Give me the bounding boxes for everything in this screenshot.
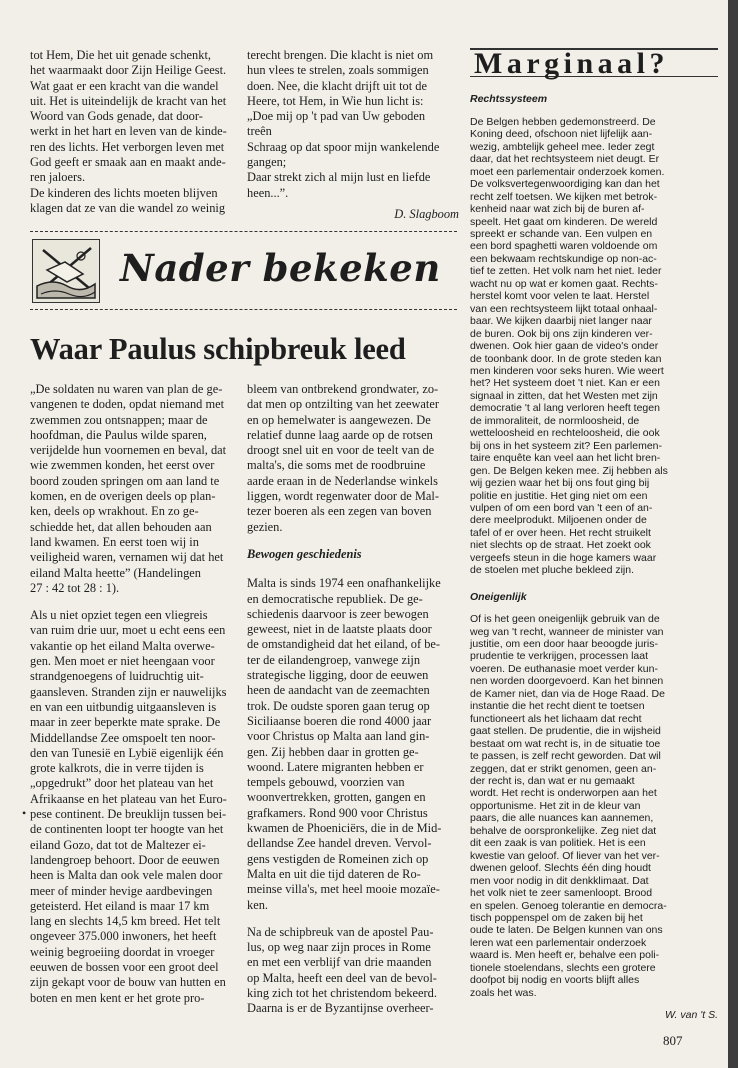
- article-right-column: [247, 382, 459, 1017]
- sidebar-heading: Rechtssysteem: [470, 93, 548, 106]
- page-number: 807: [663, 1033, 683, 1048]
- sidebar-heading: Oneigenlijk: [470, 590, 527, 603]
- sidebar-title: Marginaal?: [474, 47, 669, 80]
- banner-title: Nader bekeken: [120, 246, 441, 290]
- top-left-text: tot Hem, Die het uit genade schenkt, het waarmaakt door Zijn Heilige Geest. Wat gaat er een kracht van die wandel uit. Het is uiteindelijk de kracht van het Woord van Gods genade, dat door- werkt in het hart en leven van de kinde- ren des lichts. Het verborgen leven met God geeft er smaak aan en maakt ande- ren jaloers. De kinderen des lichts moeten blijven klagen dat ze van die wandel zo weinig: [30, 48, 227, 215]
- article-paragraph: Als u niet opziet tegen een vliegreis van ruim drie uur, moet u echt eens een vakantie op het eiland Malta overwe- gen. Men moet er niet heengaan voor strandgenoegens of luidruchtig uit- gaansleven. Stranden zijn er nauwelijks en van een uitbundig uitgaansleven is maar in zeer beperkte mate sprake. De Middellandse Zee omspoelt ten noor- den van Tunesië en Lybië eigenlijk één grote kalkrots, die in verre tijden is „opgedrukt” door het plateau van het Afrikaanse en het plateau van het Euro- pese continent. De breuklijn tussen bei- de continenten loopt ter hoogte van het eiland Gozo, dat tot de Maltezer ei- landengroep behoort. Door de eeuwen heen is Malta dan ook vele malen door meer of minder hevige aardbevingen geteisterd. Het eiland is maar 17 km lang en slechts 14,5 km breed. Het telt ongeveer 375.000 inwoners, het heeft weinig begroeiing doordat in vroeger eeuwen de bossen voor een groot deel zijn gekapt voor de bouw van hutten en boten en men kent er het grote pro-: [30, 608, 227, 1005]
- article-paragraph: „De soldaten nu waren van plan de ge- vangenen te doden, opdat niemand met zwemmen zou ontsnappen; maar de hoofdman, die Paulus wilde sparen, verijdelde hun voornemen en beval, dat wie zwemmen konden, het eerst over boord zouden springen om aan land te komen, en de overigen deels op plan- ken, deels op wrakhout. En zo ge- schiedde het, dat allen behouden aan land kwamen. En eerst toen wij in veiligheid waren, vernamen wij dat het eiland Malta heette” (Handelingen 27 : 42 tot 28 : 1).: [30, 382, 227, 595]
- article-paragraph: Na de schipbreuk van de apostel Pau- lus, op weg naar zijn proces in Rome en met een verblijf van drie maanden op Malta, heeft een deel van de bevol- king zich tot het christendom bekeerd. Daarna is er de Byzantijnse overheer-: [247, 924, 437, 1016]
- top-left-column: [30, 48, 240, 216]
- ship-illustration-icon: [33, 240, 99, 302]
- page-edge-shadow: [728, 0, 738, 1068]
- article-paragraph: Malta is sinds 1974 een onafhankelijke en democratische republiek. De ge- schiedenis daarvoor is zeer bewogen geweest, niet in de laatste plaats door de omstandigheid dat het eiland, of be- ter de eilandengroep, vanwege zijn strategische ligging, door de eeuwen heen de aandacht van de zeemachten trok. De oudste sporen gaan terug op Siciliaanse boeren die rond 4000 jaar voor Christus op Malta aan land gin- gen. Zij hebben daar in grotten ge- woond. Latere migranten hebben er tempels gebouwd, voorzien van woonvertrekken, grotten, gangen en grafkamers. Rond 900 voor Christus kwamen de Phoeniciërs, die in de Mid- dellandse Zee handel dreven. Vervol- gens vestigden de Romeinen zich op Malta en uit die tijd dateren de Ro- meinse villa's, met heel mooie mozaïe- ken.: [247, 576, 442, 912]
- sidebar-signature: W. van 't S.: [665, 1009, 718, 1022]
- top-right-column: [247, 48, 459, 222]
- sidebar-text: De Belgen hebben gedemonstreerd. De Koning deed, ofschoon niet lijfelijk aan- wezig, ambtelijk geheel mee. Ieder zegt daar, dat het rechtsysteem niet deugt. Er moet een parlementair onderzoek komen. De volksvertegenwoordiging kan dan het recht zelf toetsen. We kijken met betrok- kenheid naar wat zich bij de buren af- speelt. Het gaat om kinderen. De wereld spreekt er schande van. Een vulpen en een bord spaghetti waren voldoende om een bekwaam rechtskundige op non-ac- tief te zetten. Het volk nam het niet. Ieder wacht nu op wat er komen gaat. Rechts- herstel komt voor velen te laat. Herstel van een rechtsysteem lijkt totaal onhaal- baar. We kijken daarbij niet langer naar de buren. Ook bij ons zijn kinderen ver- dwenen. Ook hier gaan de video's onder de toonbank door. In de grote steden kan men kinderen voor seks huren. Wie weert het? Het systeem doet 't niet. Kan er een signaal in zitten, dat het Westen met zijn democratie 't al lang verloren heeft tegen de immoraliteit, de normloosheid, de wetteloosheid en rechteloosheid, die ook bij ons in het systeem zit? Een parlemen- taire enquête kan veel aan het licht bren- gen. De Belgen keken mee. Zij hebben als wij gezien waar het bij ons fout ging bij politie en justitie. Het ging niet om een vulpen of om een bord van 't een of an- dere meelprodukt. Miljoenen onder de tafel of er over heen. Het recht struikelt niet slechts op de straat. Het zoekt ook vergeefs steun in die hoge kamers waar de stoelen met pluche bekleed zijn.: [470, 115, 668, 577]
- sidebar-marginaal: [470, 48, 718, 1022]
- article-left-column: [30, 382, 240, 1006]
- top-right-text: terecht brengen. Die klacht is niet om hun vlees te strelen, zoals sommigen doen. Nee, die klacht drijft uit tot de Heere, tot Hem, in Wie hun licht is: „Doe mij op 't pad van Uw geboden treên Schraag op dat spoor mijn wankelende gangen; Daar strekt zich al mijn lust en liefde heen...”.: [247, 48, 440, 200]
- article-headline: Waar Paulus schipbreuk leed: [30, 332, 406, 366]
- banner-logo: [32, 239, 100, 303]
- top-signature: D. Slagboom: [394, 206, 459, 221]
- article-paragraph: bleem van ontbrekend grondwater, zo- dat men op ontzilting van het zeewater en op hemelwater is aangewezen. De relatief dunne laag aarde op de rotsen droogt snel uit en voor de teelt van de malta's, die soms met de roodbruine aarde eraan in de Nederlandse winkels liggen, wordt regenwater door de Mal- tezer boeren als een zegen van boven gezien.: [247, 382, 439, 534]
- banner-rule-top: [30, 231, 457, 232]
- sidebar-text: Of is het geen oneigenlijk gebruik van de weg van 't recht, wanneer de minister van justitie, om een door haar beoogde juris- prudentie te verkrijgen, processen laat voeren. De euthanasie moet verder kun- nen worden doorgevoerd. Kan het binnen de Kamer niet, dan via de Hoge Raad. De instantie die het recht dient te toetsen functioneert als het lichaam dat recht gaat stellen. De prudentie, die in wijsheid bestaat om wat recht is, in de situatie toe te passen, is zelf recht geworden. Dat wil zeggen, dat er strikt genomen, geen an- der recht is, dan wat er nu gemaakt wordt. Het recht is onderworpen aan het opportunisme. Het zit in de kleur van paars, die alle nuances kan aannemen, behalve de oorspronkelijke. Zeg niet dat dit een zaak is van politiek. Het is een kwestie van geloof. Of liever van het ver- dwenen geloof. Slechts één ding houdt men voor nodig in dit denkklimaat. Dat het volk niet te zeer samenloopt. Brood en spelen. Genoeg tolerantie en democra- tisch poppenspel om de zaken bij het oude te laten. De Belgen kunnen van ons leren wat een parlementair onderzoek waard is. Men heeft er, behalve een poli- tionele stoelendans, slechts een grotere doofpot bij nodig en voorts blijft alles zoals het was.: [470, 613, 667, 999]
- banner-rule-bottom: [30, 309, 457, 310]
- margin-mark: •: [22, 806, 27, 820]
- article-subheading: Bewogen geschiedenis: [247, 546, 362, 561]
